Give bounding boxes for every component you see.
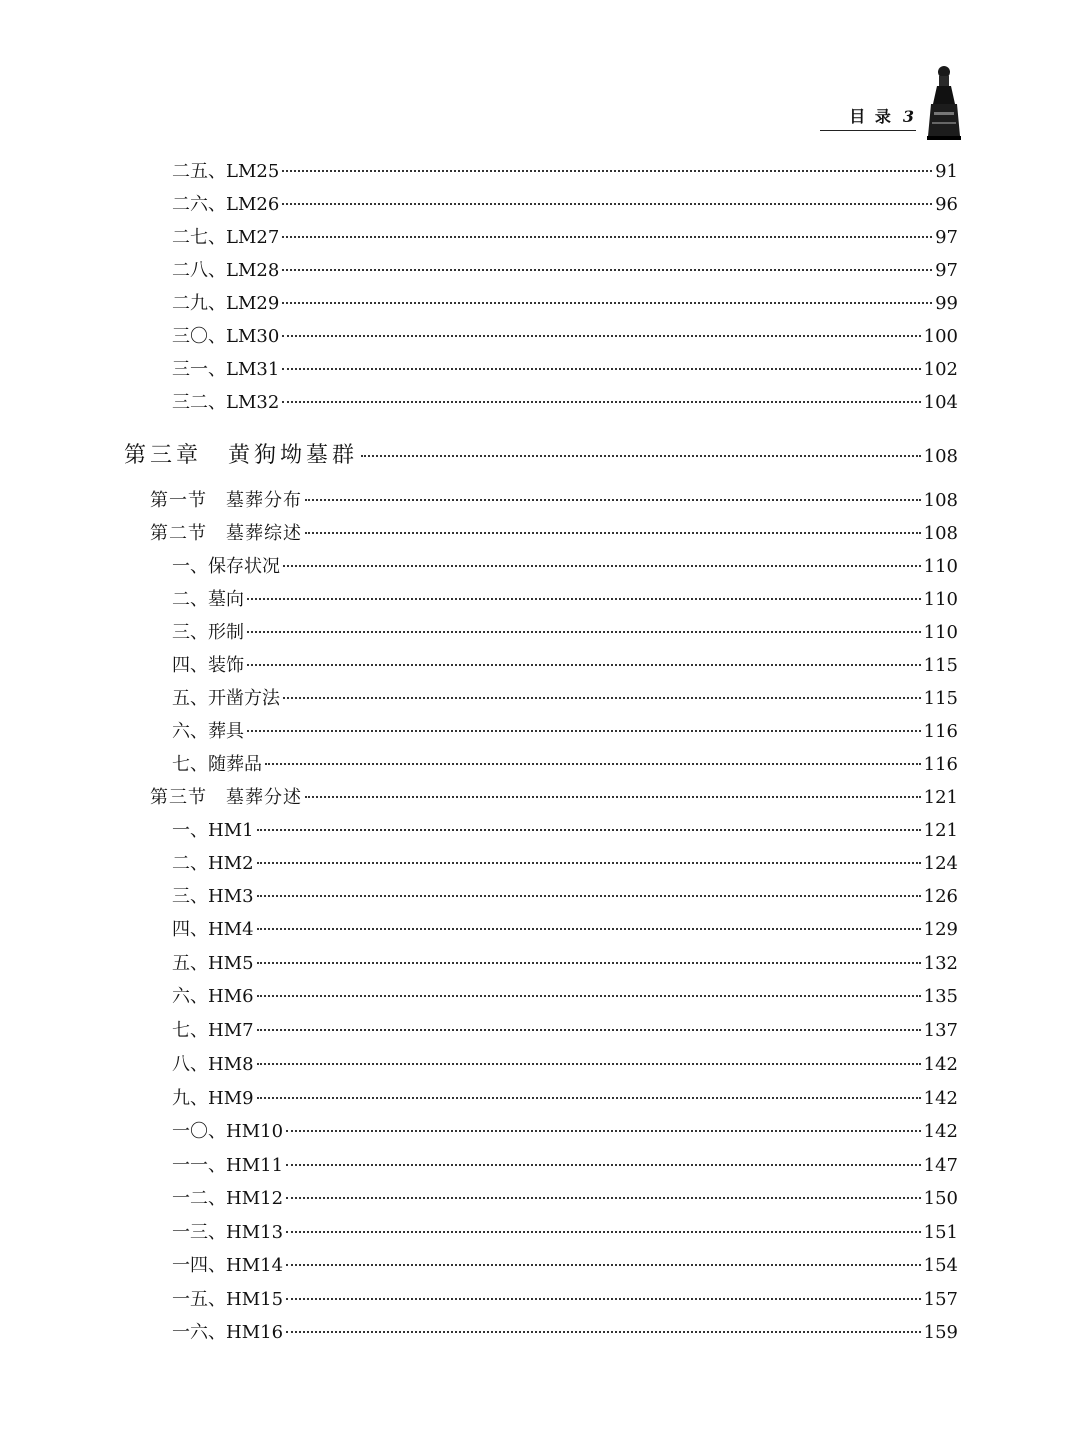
- toc-entry-label: 第二节 墓葬综述: [150, 523, 302, 544]
- toc-entry-label: 二、HM2: [172, 853, 254, 874]
- toc-entry-item: [172, 1087, 958, 1111]
- toc-entry-item: [172, 1053, 958, 1077]
- toc-entry-page-number: 108: [923, 490, 958, 511]
- dot-leader: [305, 796, 921, 798]
- toc-entry-page-number: 121: [923, 820, 958, 841]
- dot-leader: [286, 1130, 921, 1132]
- toc-entry-label: 一、保存状况: [172, 556, 280, 577]
- toc-entry-label: 五、开凿方法: [172, 688, 280, 709]
- dot-leader: [282, 236, 932, 238]
- toc-entry-page-number: 142: [923, 1121, 958, 1142]
- toc-entry-page-number: 116: [923, 721, 958, 742]
- toc-entry-item: [172, 687, 958, 711]
- toc-entry-page-number: 110: [923, 556, 958, 577]
- toc-entry-item: [172, 819, 958, 843]
- toc-entry-page-number: 97: [935, 227, 958, 248]
- toc-entry-page-number: 91: [935, 161, 958, 182]
- toc-entry-page-number: 157: [923, 1289, 958, 1310]
- toc-entry-item: [172, 1019, 958, 1043]
- toc-entry-label: 一〇、HM10: [172, 1121, 284, 1142]
- toc-entry-page-number: 129: [923, 919, 958, 940]
- header-page-number: 3: [902, 107, 916, 126]
- toc-entry-item: [172, 852, 958, 876]
- toc-entry-section: [150, 489, 958, 513]
- toc-entry-item: [172, 985, 958, 1009]
- dot-leader: [257, 995, 921, 997]
- dot-leader: [265, 763, 921, 765]
- dot-leader: [282, 368, 920, 370]
- toc-entry-label: 第三节 墓葬分述: [150, 787, 302, 808]
- toc-entry-item: [172, 292, 958, 316]
- toc-entry-item: [172, 391, 958, 415]
- toc-entry-page-number: 121: [923, 787, 958, 808]
- dot-leader: [282, 401, 920, 403]
- toc-entry-label: 六、HM6: [172, 986, 254, 1007]
- toc-entry-item: [172, 555, 958, 579]
- toc-entry-item: [172, 325, 958, 349]
- dot-leader: [247, 664, 921, 666]
- dot-leader: [282, 269, 932, 271]
- toc-entry-label: 五、HM5: [172, 953, 254, 974]
- toc-entry-item: [172, 588, 958, 612]
- toc-entry-label: 第一节 墓葬分布: [150, 490, 302, 511]
- dot-leader: [247, 730, 921, 732]
- toc-entry-label: 三、HM3: [172, 886, 254, 907]
- toc-entry-page-number: 142: [923, 1054, 958, 1075]
- toc-entry-label: 二五、LM25: [172, 161, 280, 182]
- toc-entry-page-number: 124: [923, 853, 958, 874]
- toc-entry-page-number: 154: [923, 1255, 958, 1276]
- toc-entry-label: 三二、LM32: [172, 392, 280, 413]
- dot-leader: [286, 1164, 921, 1166]
- toc-entry-item: [172, 720, 958, 744]
- toc-entry-item: [172, 226, 958, 250]
- dot-leader: [282, 335, 920, 337]
- dot-leader: [257, 962, 921, 964]
- toc-entry-page-number: 104: [923, 392, 958, 413]
- toc-entry-label: 三、形制: [172, 622, 244, 643]
- toc-entry-item: [172, 1288, 958, 1312]
- toc-entry-item: [172, 160, 958, 184]
- toc-entry-page-number: 96: [935, 194, 958, 215]
- toc-entry-item: [172, 193, 958, 217]
- toc-entry-label: 九、HM9: [172, 1088, 254, 1109]
- toc-entry-page-number: 137: [923, 1020, 958, 1041]
- toc-entry-chapter: [124, 441, 958, 471]
- toc-entry-page-number: 108: [923, 523, 958, 544]
- toc-entry-page-number: 150: [923, 1188, 958, 1209]
- toc-entry-item: [172, 885, 958, 909]
- dot-leader: [283, 565, 921, 567]
- toc-entry-item: [172, 654, 958, 678]
- toc-entry-item: [172, 1254, 958, 1278]
- toc-entry-label: 一三、HM13: [172, 1222, 284, 1243]
- toc-entry-page-number: 135: [923, 986, 958, 1007]
- dot-leader: [257, 829, 921, 831]
- toc-entry-item: [172, 1120, 958, 1144]
- dot-leader: [286, 1231, 921, 1233]
- dot-leader: [257, 895, 921, 897]
- toc-entry-label: 一六、HM16: [172, 1322, 284, 1343]
- toc-entry-page-number: 110: [923, 589, 958, 610]
- dot-leader: [257, 862, 921, 864]
- toc-entry-item: [172, 1154, 958, 1178]
- toc-entry-item: [172, 1187, 958, 1211]
- toc-entry-item: [172, 952, 958, 976]
- toc-entry-label: 第三章 黄狗坳墓群: [124, 443, 359, 468]
- toc-entry-page-number: 102: [923, 359, 958, 380]
- toc-entry-label: 一五、HM15: [172, 1289, 284, 1310]
- toc-entry-label: 八、HM8: [172, 1054, 254, 1075]
- toc-entry-page-number: 142: [923, 1088, 958, 1109]
- toc-entry-page-number: 99: [935, 293, 958, 314]
- dot-leader: [286, 1197, 921, 1199]
- toc-entry-item: [172, 621, 958, 645]
- dot-leader: [282, 203, 932, 205]
- toc-entry-page-number: 108: [923, 446, 958, 467]
- toc-entry-page-number: 100: [923, 326, 958, 347]
- toc-entry-label: 四、HM4: [172, 919, 254, 940]
- toc-entry-label: 三一、LM31: [172, 359, 280, 380]
- dot-leader: [257, 1097, 921, 1099]
- toc-entry-item: [172, 1221, 958, 1245]
- toc-entry-page-number: 151: [923, 1222, 958, 1243]
- dot-leader: [282, 302, 932, 304]
- dot-leader: [283, 697, 921, 699]
- toc-entry-item: [172, 918, 958, 942]
- toc-entry-page-number: 126: [923, 886, 958, 907]
- toc-entry-label: 七、随葬品: [172, 754, 262, 775]
- header-title: 目 录: [849, 107, 893, 126]
- toc-entry-label: 七、HM7: [172, 1020, 254, 1041]
- toc-entry-label: 二六、LM26: [172, 194, 280, 215]
- toc-entry-label: 一二、HM12: [172, 1188, 284, 1209]
- toc-entry-label: 二八、LM28: [172, 260, 280, 281]
- dot-leader: [305, 532, 921, 534]
- dot-leader: [257, 1063, 921, 1065]
- toc-entry-page-number: 97: [935, 260, 958, 281]
- toc-entry-page-number: 147: [923, 1155, 958, 1176]
- toc-entry-page-number: 159: [923, 1322, 958, 1343]
- toc-entry-item: [172, 753, 958, 777]
- toc-entry-item: [172, 259, 958, 283]
- dot-leader: [286, 1264, 921, 1266]
- dot-leader: [361, 455, 921, 457]
- dot-leader: [305, 499, 921, 501]
- toc-entry-section: [150, 786, 958, 810]
- toc-entry-label: 四、装饰: [172, 655, 244, 676]
- toc-entry-page-number: 116: [923, 754, 958, 775]
- toc-entry-label: 二、墓向: [172, 589, 244, 610]
- toc-entry-page-number: 115: [923, 655, 958, 676]
- dot-leader: [286, 1331, 921, 1333]
- toc-entry-page-number: 110: [923, 622, 958, 643]
- dot-leader: [286, 1298, 921, 1300]
- toc-entry-item: [172, 358, 958, 382]
- toc-entry-label: 一、HM1: [172, 820, 254, 841]
- dot-leader: [257, 928, 921, 930]
- toc-entry-label: 一四、HM14: [172, 1255, 284, 1276]
- dot-leader: [257, 1029, 921, 1031]
- toc-entry-label: 三〇、LM30: [172, 326, 280, 347]
- dot-leader: [247, 598, 921, 600]
- toc-entry-label: 二七、LM27: [172, 227, 280, 248]
- dot-leader: [282, 170, 932, 172]
- toc-entry-item: [172, 1321, 958, 1345]
- toc-entry-label: 一一、HM11: [172, 1155, 284, 1176]
- toc-entry-page-number: 132: [923, 953, 958, 974]
- toc-entry-section: [150, 522, 958, 546]
- toc-entry-label: 六、葬具: [172, 721, 244, 742]
- toc-entry-page-number: 115: [923, 688, 958, 709]
- dot-leader: [247, 631, 921, 633]
- toc-entry-label: 二九、LM29: [172, 293, 280, 314]
